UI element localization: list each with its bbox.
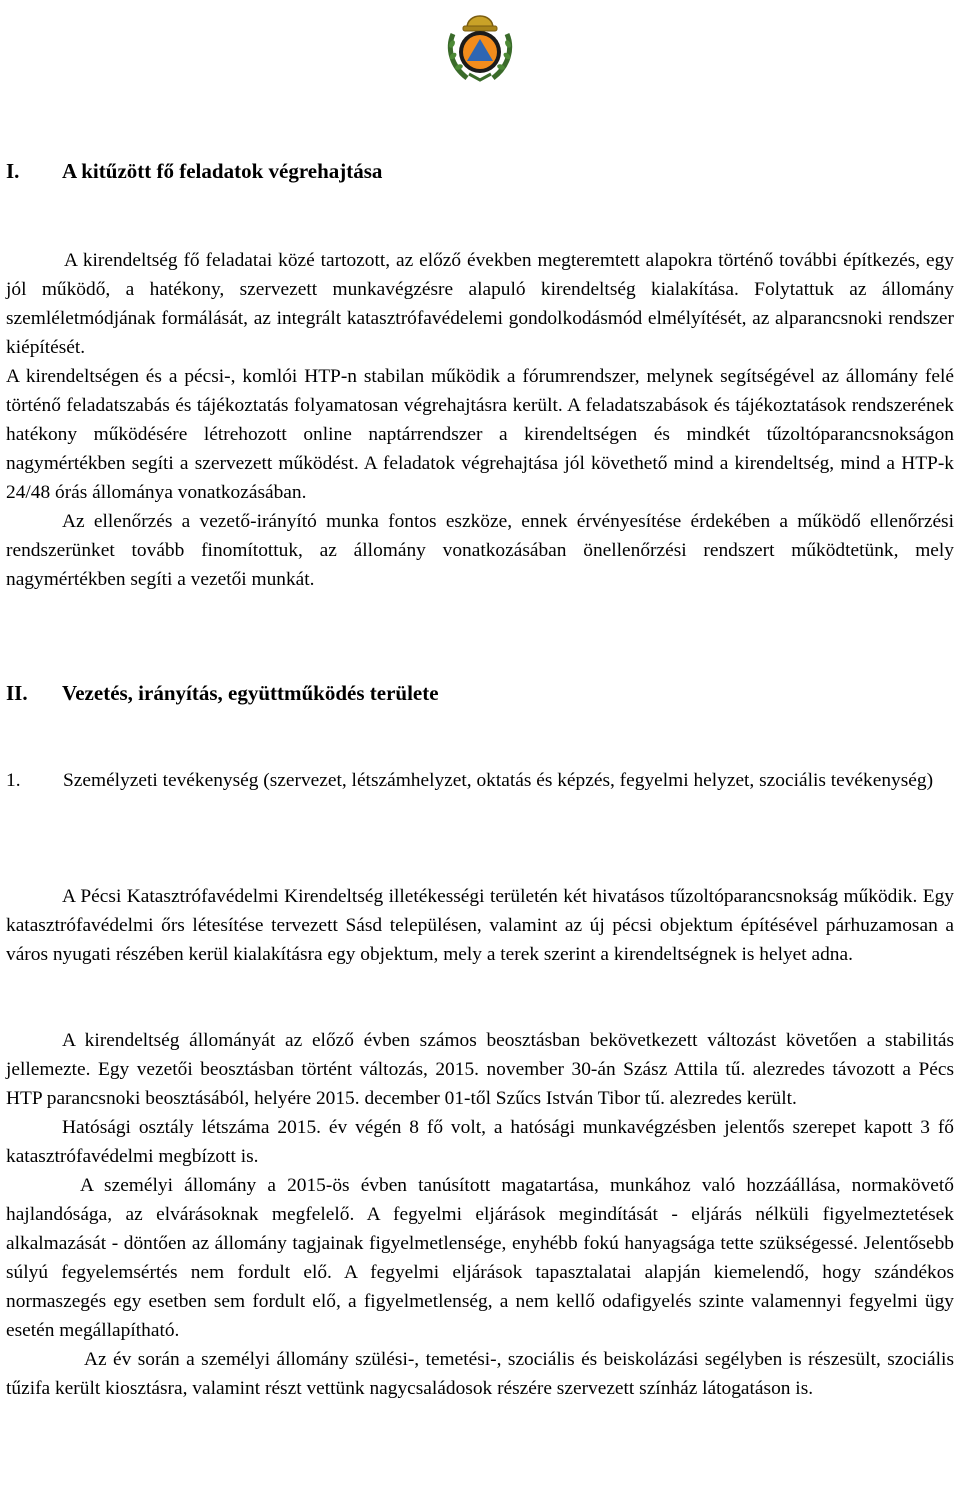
paragraph: Az ellenőrzés a vezető-irányító munka fontos eszköze, ennek érvényesítése érdekében a működő ellenőrzési rendszerünket tovább finomítottuk, az állomány vonatkozásában önellenőrzési rendszert működtetünk, mely nagymértékben segíti a vezetői munkát. xyxy=(6,511,954,590)
section-1-number: I. xyxy=(6,159,20,183)
paragraph: A kirendeltség fő feladatai közé tartozott, az előző években megteremtett alapokra történő további építkezés, egy jól működő, a hatékony, szervezett munkavégzésre alapuló kirendeltség kialakítása. Folytattuk az állomány szemléletmódjának formálását, az integrált katasztrófavédelemi gondolkodásmód elmélyítését, az alparancsnoki rendszer kiépítését. xyxy=(6,250,954,358)
paragraph: A Pécsi Katasztrófavédelmi Kirendeltség illetékességi területén két hivatásos tűzoltóparancsnokság működik. Egy katasztrófavédelmi őrs létesítése tervezett Sásd településen, valamint az új pécsi objektum építésével párhuzamosan a város nyugati részében kerül kialakításra egy objektum, mely a terek szerint a kirendeltségnek is helyet adna. xyxy=(6,886,954,965)
section-1-body xyxy=(6,246,954,594)
civil-defense-emblem-icon xyxy=(443,4,517,84)
paragraph: A kirendeltség állományát az előző évben számos beosztásban bekövetkezett változást követően a stabilitás jellemezte. Egy vezetői beosztásban történt változás, 2015. november 30-án Szász Attila tű. alezredes távozott a Pécs HTP parancsnoki beosztásából, helyére 2015. december 01-től Szűcs István Tibor tű. alezredes került. xyxy=(6,1030,954,1109)
paragraph: A személyi állomány a 2015-ös évben tanúsított magatartása, munkához való hozzáállása, normakövető hajlandósága, az elvárásoknak megfelelő. A fegyelmi eljárások megindítását - eljárás nélküli figyelmeztetések alkalmazását - döntően az állomány tagjainak figyelmetlensége, enyhébb fokú hanyagsága tette szükségessé. Jelentősebb súlyú fegyelemsértés nem fordult elő. A fegyelmi eljárások tapasztalatai alapján kiemelendő, hogy szándékos normaszegés egy esetben sem fordult elő, a figyelmetlenség, a nem kellő odafigyelés szinte valamennyi fegyelmi ügy esetén megállapítható. xyxy=(6,1175,954,1341)
section-2-title: Vezetés, irányítás, együttműködés területe xyxy=(62,681,439,705)
item-text: Személyzeti tevékenység (szervezet, létszámhelyzet, oktatás és képzés, fegyelmi helyzet, szociális tevékenység) xyxy=(63,770,934,791)
numbered-item-1 xyxy=(6,766,954,795)
paragraph: Hatósági osztály létszáma 2015. év végén 8 fő volt, a hatósági munkavégzésben jelentős szerepet kapott 3 fő katasztrófavédelmi megbízott is. xyxy=(6,1117,954,1167)
section-2-body-b xyxy=(6,1026,954,1403)
section-1-title: A kitűzött fő feladatok végrehajtása xyxy=(62,159,383,183)
section-2-body-a xyxy=(6,882,954,969)
section-2-number: II. xyxy=(6,681,28,705)
section-1-heading xyxy=(6,158,954,184)
paragraph: A kirendeltségen és a pécsi-, komlói HTP-n stabilan működik a fórumrendszer, melynek segítségével az állomány felé történő feladatszabás és tájékoztatás folyamatosan végrehajtásra került. A feladatszabások és tájékoztatások rendszerének hatékony működésére létrehozott online naptárrendszer a kirendeltségen és mindkét tűzoltóparancsnokságon nagymértékben segíti a szervezett működést. A feladatok végrehajtása jól követhető mind a kirendeltség, mind a HTP-k 24/48 órás állománya vonatkozásában. xyxy=(6,366,954,503)
section-2-heading xyxy=(6,680,954,706)
item-number: 1. xyxy=(6,770,21,791)
paragraph: Az év során a személyi állomány szülési-, temetési-, szociális és beiskolázási segélyben is részesült, szociális tűzifa került kiosztásra, valamint részt vettünk nagycsaládosok részére szervezett színház látogatáson is. xyxy=(6,1349,954,1399)
